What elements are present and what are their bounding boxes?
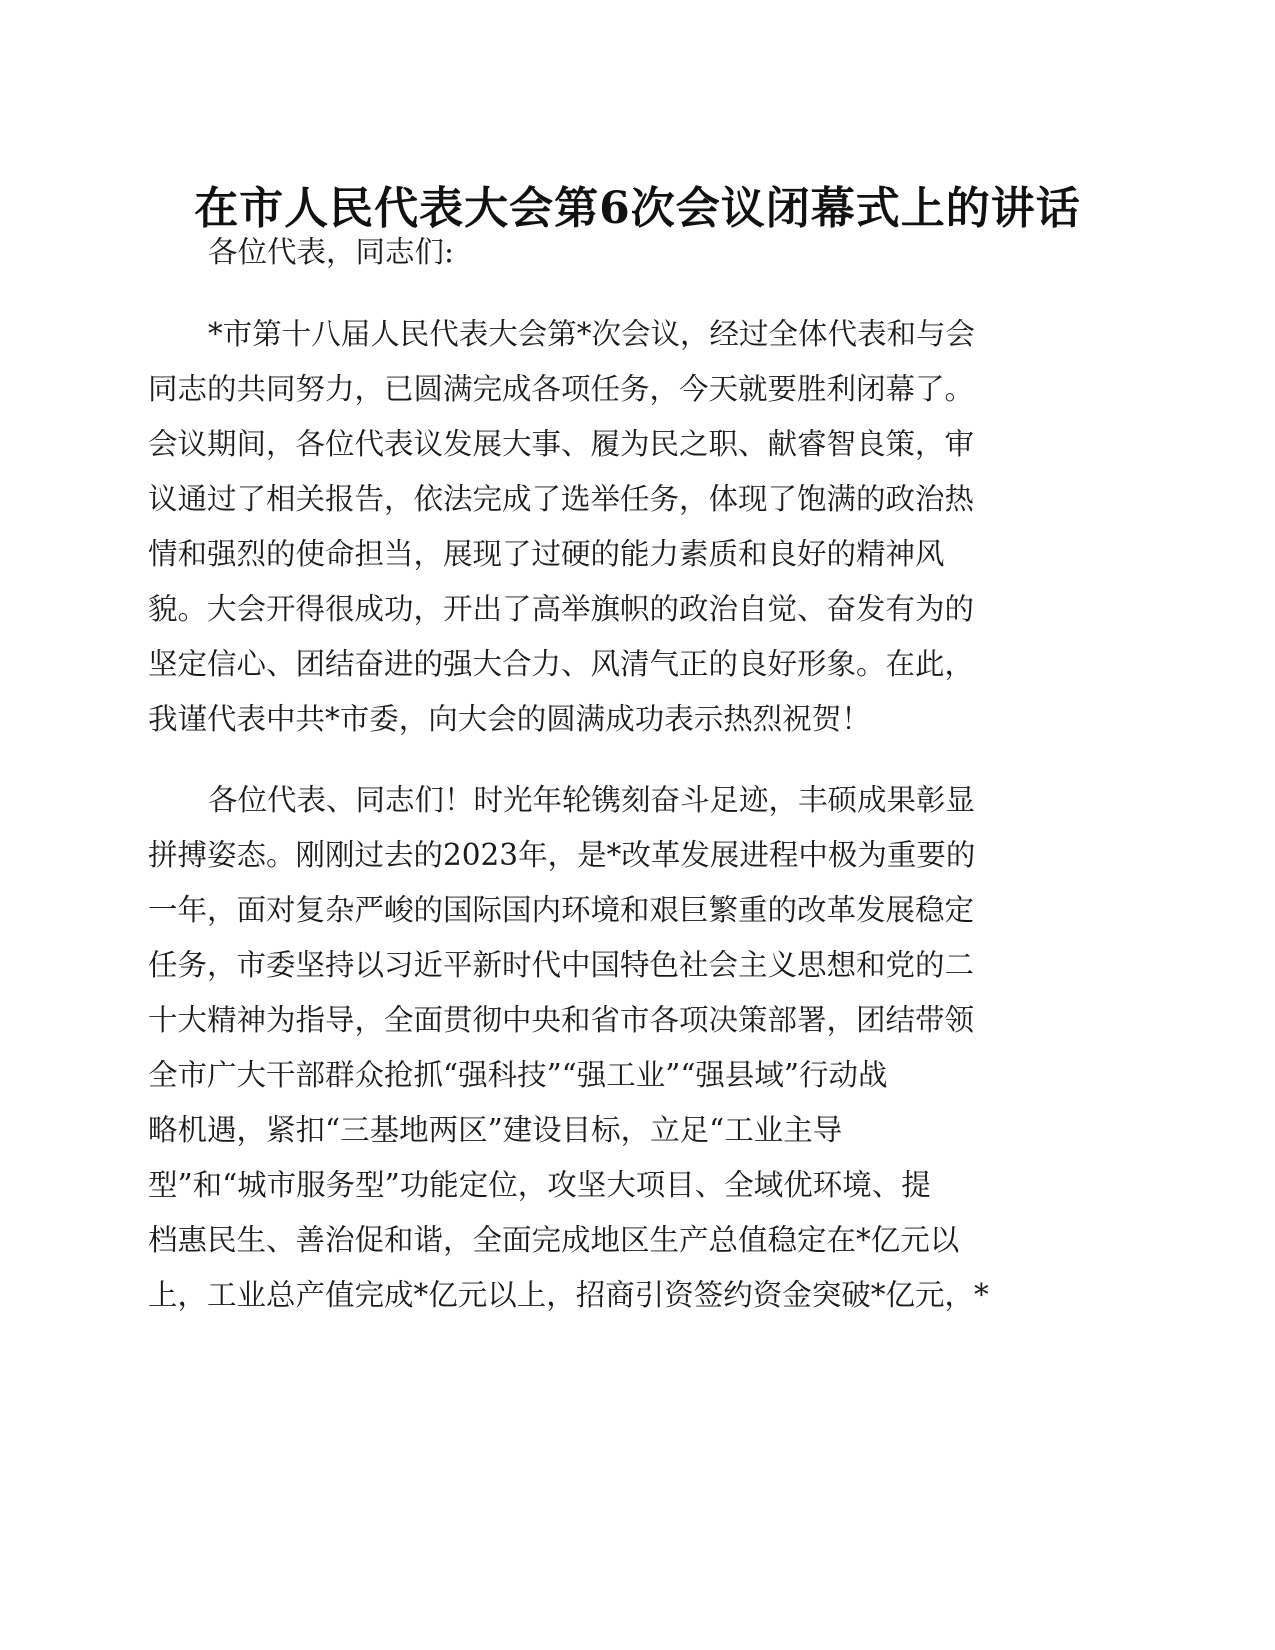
body-line: 十大精神为指导，全面贯彻中央和省市各项决策部署，团结带领 <box>148 1003 975 1037</box>
body-line: 上，工业总产值完成*亿元以上，招商引资签约资金突破*亿元，* <box>148 1278 989 1312</box>
body-line: 我谨代表中共*市委，向大会的圆满成功表示热烈祝贺！ <box>148 702 871 736</box>
body-line: 议通过了相关报告，依法完成了选举任务，体现了饱满的政治热 <box>148 482 975 516</box>
body-line: *市第十八届人民代表大会第*次会议，经过全体代表和与会 <box>208 317 976 351</box>
body-line: 会议期间，各位代表议发展大事、履为民之职、献睿智良策，审 <box>148 427 975 461</box>
body-line: 一年，面对复杂严峻的国际国内环境和艰巨繁重的改革发展稳定 <box>148 893 975 927</box>
body-line: 各位代表、同志们！时光年轮镌刻奋斗足迹，丰硕成果彰显 <box>208 783 976 817</box>
salutation: 各位代表，同志们: <box>208 235 454 269</box>
body-line: 任务，市委坚持以习近平新时代中国特色社会主义思想和党的二 <box>148 948 975 982</box>
body-line: 情和强烈的使命担当，展现了过硬的能力素质和良好的精神风 <box>148 537 945 571</box>
body-line: 略机遇，紧扣“三基地两区”建设目标，立足“工业主导 <box>148 1113 843 1147</box>
body-line: 档惠民生、善治促和谐，全面完成地区生产总值稳定在*亿元以 <box>148 1223 960 1257</box>
body-line: 型”和“城市服务型”功能定位，攻坚大项目、全域优环境、提 <box>148 1168 931 1202</box>
body-line: 貌。大会开得很成功，开出了高举旗帜的政治自觉、奋发有为的 <box>148 592 975 626</box>
document-title: 在市人民代表大会第6次会议闭幕式上的讲话 <box>194 183 1081 234</box>
body-line: 坚定信心、团结奋进的强大合力、风清气正的良好形象。在此， <box>148 647 975 681</box>
body-line: 拼搏姿态。刚刚过去的2023年，是*改革发展进程中极为重要的 <box>148 838 976 872</box>
body-line: 全市广大干部群众抢抓“强科技”“强工业”“强县域”行动战 <box>148 1058 888 1092</box>
body-line: 同志的共同努力，已圆满完成各项任务，今天就要胜利闭幕了。 <box>148 372 975 406</box>
